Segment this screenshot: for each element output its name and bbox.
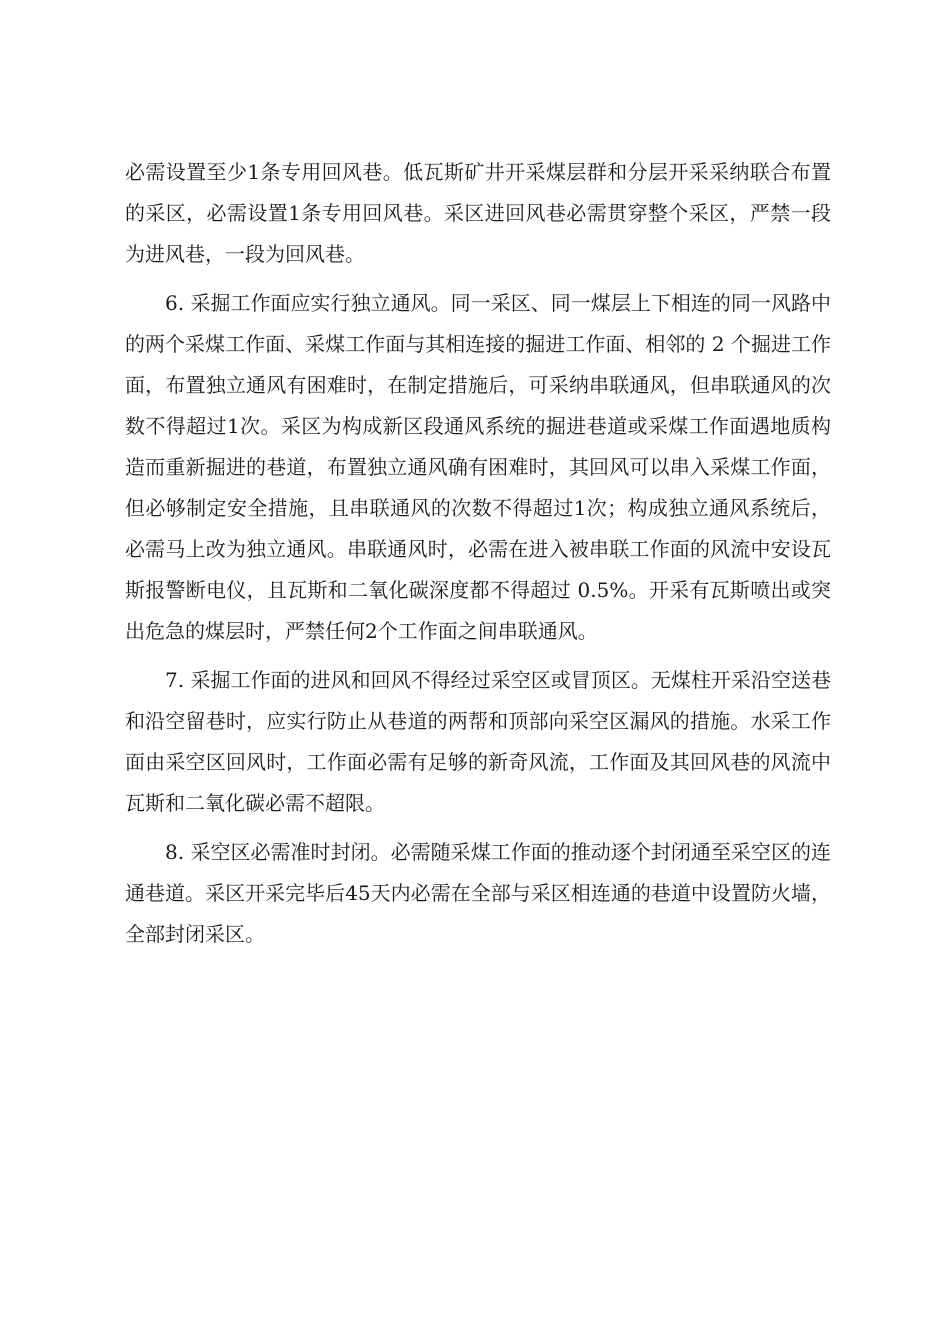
paragraph-continued: 必需设置至少1条专用回风巷。低瓦斯矿井开采煤层群和分层开采采纳联合布置的采区，必需设置1条专用回风巷。采区进回风巷必需贯穿整个采区，严禁一段为进风巷，一段为回风巷。	[125, 160, 831, 266]
paragraph-item-8: 8. 采空区必需准时封闭。必需随采煤工作面的推动逐个封闭通至采空区的连通巷道。采区开采完毕后45天内必需在全部与采区相连通的巷道中设置防火墙，全部封闭采区。	[125, 840, 831, 946]
paragraph-item-6: 6. 采掘工作面应实行独立通风。同一采区、同一煤层上下相连的同一风路中的两个采煤工作面、采煤工作面与其相连接的掘进工作面、相邻的 2 个掘进工作面，布置独立通风有困难时，在制定措施后，可采纳串联通风，但串联通风的次数不得超过1次。采区为构成新区段通风系统的掘进巷道或采煤工作面遇地质构造而重新掘进的巷道，布置独立通风确有困难时，其回风可以串入采煤工作面，但必够制定安全措施，且串联通风的次数不得超过1次；构成独立通风系统后，必需马上改为独立通风。串联通风时，必需在进入被串联工作面的风流中安设瓦斯报警断电仪，且瓦斯和二氧化碳深度都不得超过 0.5%。开采有瓦斯喷出或突出危急的煤层时，严禁任何2个工作面之间串联通风。	[125, 291, 831, 643]
paragraph-item-7: 7. 采掘工作面的进风和回风不得经过采空区或冒顶区。无煤柱开采沿空送巷和沿空留巷时，应实行防止从巷道的两帮和顶部向采空区漏风的措施。水采工作面由采空区回风时，工作面必需有足够的新奇风流，工作面及其回风巷的风流中瓦斯和二氧化碳必需不超限。	[125, 668, 831, 815]
document-body	[125, 152, 831, 963]
